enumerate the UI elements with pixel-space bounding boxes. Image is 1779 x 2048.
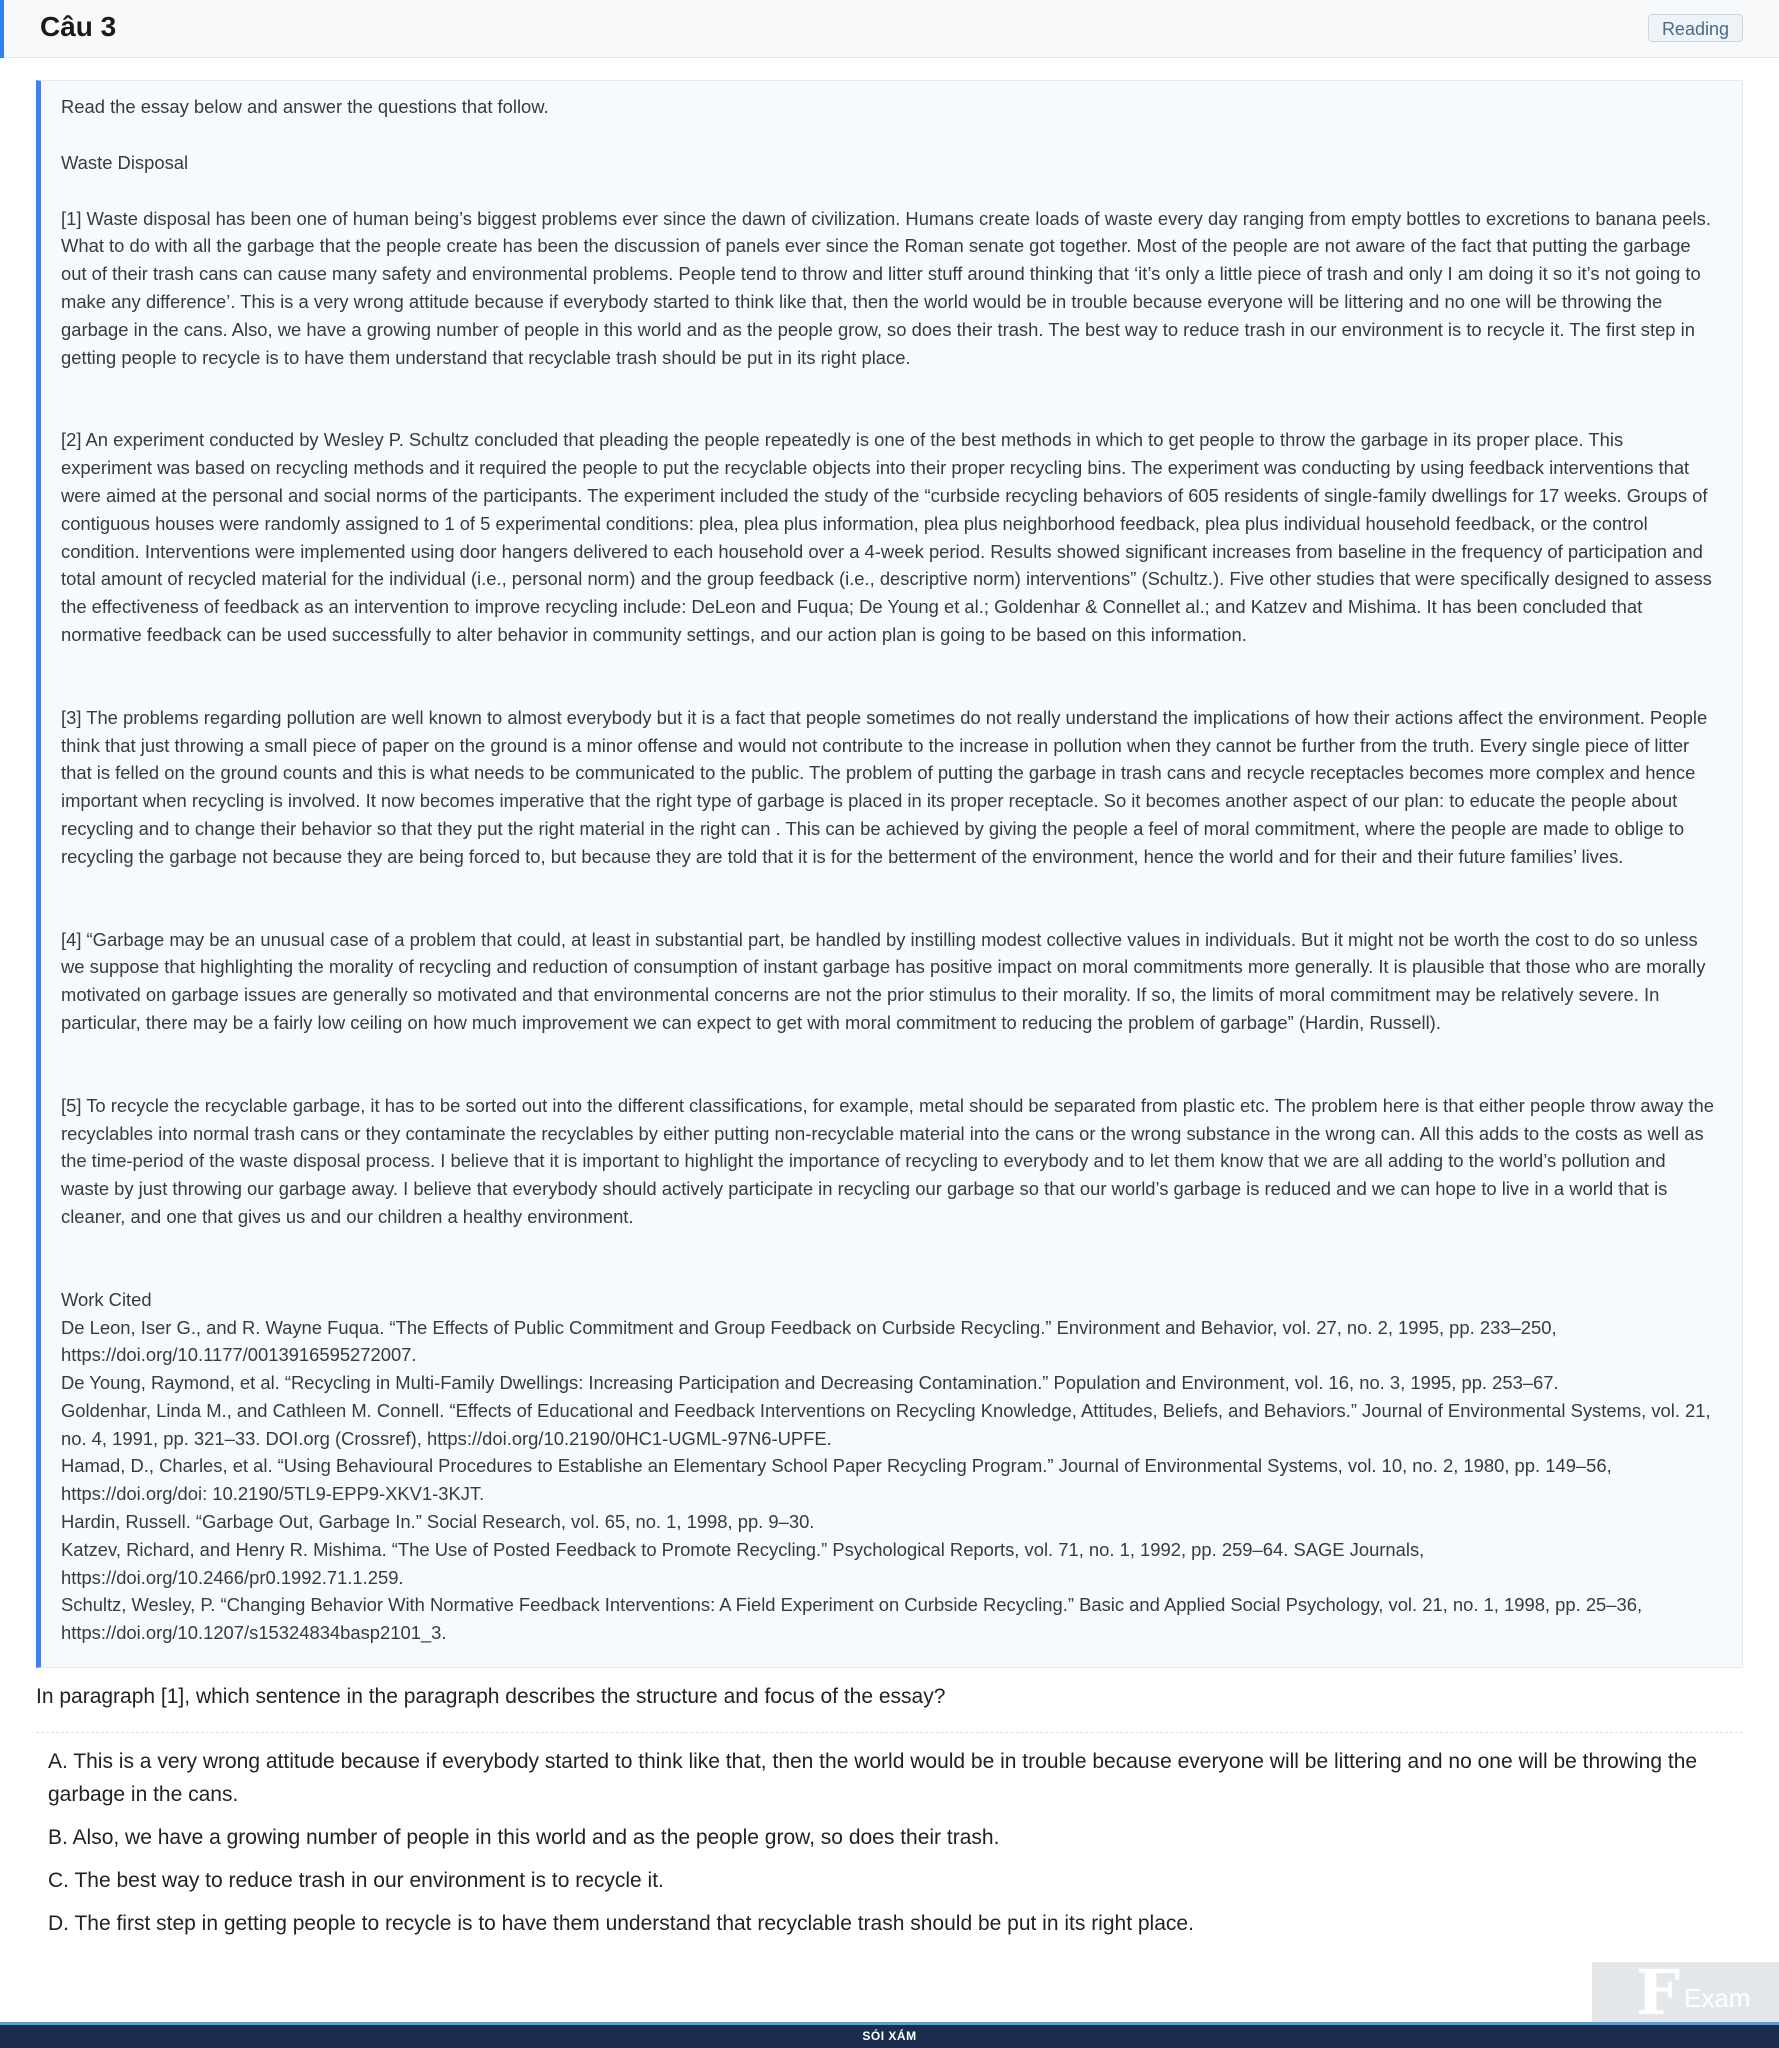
header-accent-bar: [0, 0, 4, 58]
reading-passage: [36, 80, 1743, 1668]
citation-item: De Young, Raymond, et al. “Recycling in Multi-Family Dwellings: Increasing Participation and Decreasing Contamination.” Population and Environment, vol. 16, no. 3, 1995, pp. 253–67.: [61, 1372, 1559, 1394]
option-b[interactable]: B. Also, we have a growing number of people in this world and as the people grow, so does their trash.: [48, 1826, 1000, 1849]
essay-paragraph-1: [1] Waste disposal has been one of human being’s biggest problems ever since the dawn of civilization. Humans create loads of waste every day ranging from empty bottles to excretions to banana peels. What to do with all the garbage that the people create has been the discussion of panels ever since the Roman senate got together. Most of the people are not aware of the fact that putting the garbage out of their trash cans can cause many safety and environmental problems. People tend to throw and litter stuff around thinking that ‘it’s only a little piece of trash and only I am doing it so it’s not going to make any difference’. This is a very wrong attitude because if everybody started to think like that, then the world would be in trouble because everyone will be littering and no one will be throwing the garbage in the cans. Also, we have a growing number of people in this world and as the people grow, so does their trash. The best way to reduce trash in our environment is to recycle it. The first step in getting people to recycle is to have them understand that recyclable trash should be put in its right place.: [61, 207, 1711, 368]
category-badge: Reading: [1648, 14, 1743, 42]
answer-options: [48, 1745, 1738, 1950]
citation-item: Katzev, Richard, and Henry R. Mishima. “The Use of Posted Feedback to Promote Recycling.” Psychological Reports, vol. 71, no. 1, 1992, pp. 259–64. SAGE Journals, https://doi.org/10.2466/pr0.1992.71.1.259.: [61, 1538, 1425, 1588]
works-cited-heading: Work Cited: [61, 1288, 152, 1310]
option-c[interactable]: C. The best way to reduce trash in our environment is to recycle it.: [48, 1869, 664, 1892]
essay-paragraph-5: [5] To recycle the recyclable garbage, it has to be sorted out into the different classifications, for example, metal should be separated from plastic etc. The problem here is that either people throw away the recyclables into normal trash cans or they contaminate the recyclables by either putting non-recyclable material into the cans or the wrong substance in the wrong can. All this adds to the costs as well as the time-period of the waste disposal process. I believe that it is important to highlight the importance of recycling to everybody and to let them know that we are all adding to the world’s pollution and waste by just throwing our garbage away. I believe that everybody should actively participate in recycling our garbage so that our world’s garbage is reduced and we can hope to live in a world that is cleaner, and one that gives us and our children a healthy environment.: [61, 1094, 1715, 1227]
citation-item: De Leon, Iser G., and R. Wayne Fuqua. “The Effects of Public Commitment and Group Feedback on Curbside Recycling.” Environment and Behavior, vol. 27, no. 2, 1995, pp. 233–250, https://doi.org/10.1177/0013916595272007.: [61, 1316, 1557, 1366]
citation-item: Hamad, D., Charles, et al. “Using Behavioural Procedures to Establishe an Elementary School Paper Recycling Program.” Journal of Environmental Systems, vol. 10, no. 2, 1980, pp. 149–56, https://doi.org/doi: 10.2190/5TL9-EPP9-XKV1-3KJT.: [61, 1455, 1612, 1505]
exam-logo-watermark: [1592, 1962, 1779, 2022]
option-a[interactable]: A. This is a very wrong attitude because if everybody started to think like that, then the world would be in trouble because everyone will be littering and no one will be throwing the garbage in the cans.: [48, 1750, 1698, 1806]
citation-item: Hardin, Russell. “Garbage Out, Garbage In.” Social Research, vol. 65, no. 1, 1998, pp. 9–30.: [61, 1511, 815, 1533]
citation-item: Goldenhar, Linda M., and Cathleen M. Connell. “Effects of Educational and Feedback Interventions on Recycling Knowledge, Attitudes, Beliefs, and Behaviors.” Journal of Environmental Systems, vol. 21, no. 4, 1991, pp. 321–33. DOI.org (Crossref), https://doi.org/10.2190/0HC1-UGML-97N6-UPFE.: [61, 1399, 1711, 1449]
page-title: Câu 3: [40, 11, 117, 42]
footer-bar: [0, 2022, 1779, 2048]
essay-paragraph-4: [4] “Garbage may be an unusual case of a problem that could, at least in substantial part, be handled by instilling modest collective values in individuals. But it might not be worth the cost to do so unless we suppose that highlighting the morality of recycling and reduction of consumption of instant garbage has positive impact on moral commitments more generally. It is plausible that those who are morally motivated on garbage issues are generally so motivated and that environmental concerns are not the prior stimulus to their morality. If so, the limits of moral commitment may be relatively severe. In particular, there may be a fairly low ceiling on how much improvement we can expect to get with moral commitment to reducing the problem of garbage” (Hardin, Russell).: [61, 928, 1706, 1033]
question-header: [0, 0, 1779, 58]
option-d[interactable]: D. The first step in getting people to recycle is to have them understand that recyclable trash should be put in its right place.: [48, 1912, 1194, 1935]
essay-paragraph-2: [2] An experiment conducted by Wesley P. Schultz concluded that pleading the people repeatedly is one of the best methods in which to get people to throw the garbage in its proper place. This experiment was based on recycling methods and it required the people to put the recyclable objects into their proper recycling bins. The experiment was conducting by using feedback interventions that were aimed at the personal and social norms of the participants. The experiment included the study of the “curbside recycling behaviors of 605 residents of single-family dwellings for 17 weeks. Groups of contiguous houses were randomly assigned to 1 of 5 experimental conditions: plea, plea plus information, plea plus neighborhood feedback, plea plus individual household feedback, or the control condition. Interventions were implemented using door hangers delivered to each household over a 4-week period. Results showed significant increases from baseline in the frequency of participation and total amount of recycled material for the individual (i.e., personal norm) and the group feedback (i.e., descriptive norm) interventions” (Schultz.). Five other studies that were specifically designed to assess the effectiveness of feedback as an intervention to improve recycling include: DeLeon and Fuqua; De Young et al.; Goldenhar & Connellet al.; and Katzev and Mishima. It has been concluded that normative feedback can be used successfully to alter behavior in community settings, and our action plan is going to be based on this information.: [61, 429, 1712, 645]
logo-f-letter: F: [1636, 1962, 1681, 2022]
passage-instruction: Read the essay below and answer the questions that follow.: [61, 96, 549, 117]
logo-text: Exam: [1684, 1983, 1751, 2013]
citation-item: Schultz, Wesley, P. “Changing Behavior With Normative Feedback Interventions: A Field Experiment on Curbside Recycling.” Basic and Applied Social Psychology, vol. 21, no. 1, 1998, pp. 25–36, https://doi.org/10.1207/s15324834basp2101_3.: [61, 1594, 1643, 1644]
footer-text: SÓI XÁM: [862, 2029, 917, 2043]
essay-title: Waste Disposal: [61, 151, 189, 173]
question-text: In paragraph [1], which sentence in the paragraph describes the structure and focus of the essay?: [36, 1685, 946, 1708]
question-divider: [36, 1732, 1743, 1733]
essay-paragraph-3: [3] The problems regarding pollution are well known to almost everybody but it is a fact that people sometimes do not really understand the implications of how their actions affect the environment. People think that just throwing a small piece of paper on the ground is a minor offense and would not contribute to the increase in pollution when they cannot be further from the truth. Every single piece of litter that is felled on the ground counts and this is what needs to be communicated to the public. The problem of putting the garbage in trash cans and recycle receptacles becomes more complex and hence important when recycling is involved. It now becomes imperative that the right type of garbage is placed in its proper receptacle. So it becomes another aspect of our plan: to educate the people about recycling and to change their behavior so that they put the right material in the right can . This can be achieved by giving the people a feel of moral commitment, where the people are made to oblige to recycling the garbage not because they are being forced to, but because they are told that it is for the betterment of the environment, hence the world and for their and their future families’ lives.: [61, 706, 1708, 867]
